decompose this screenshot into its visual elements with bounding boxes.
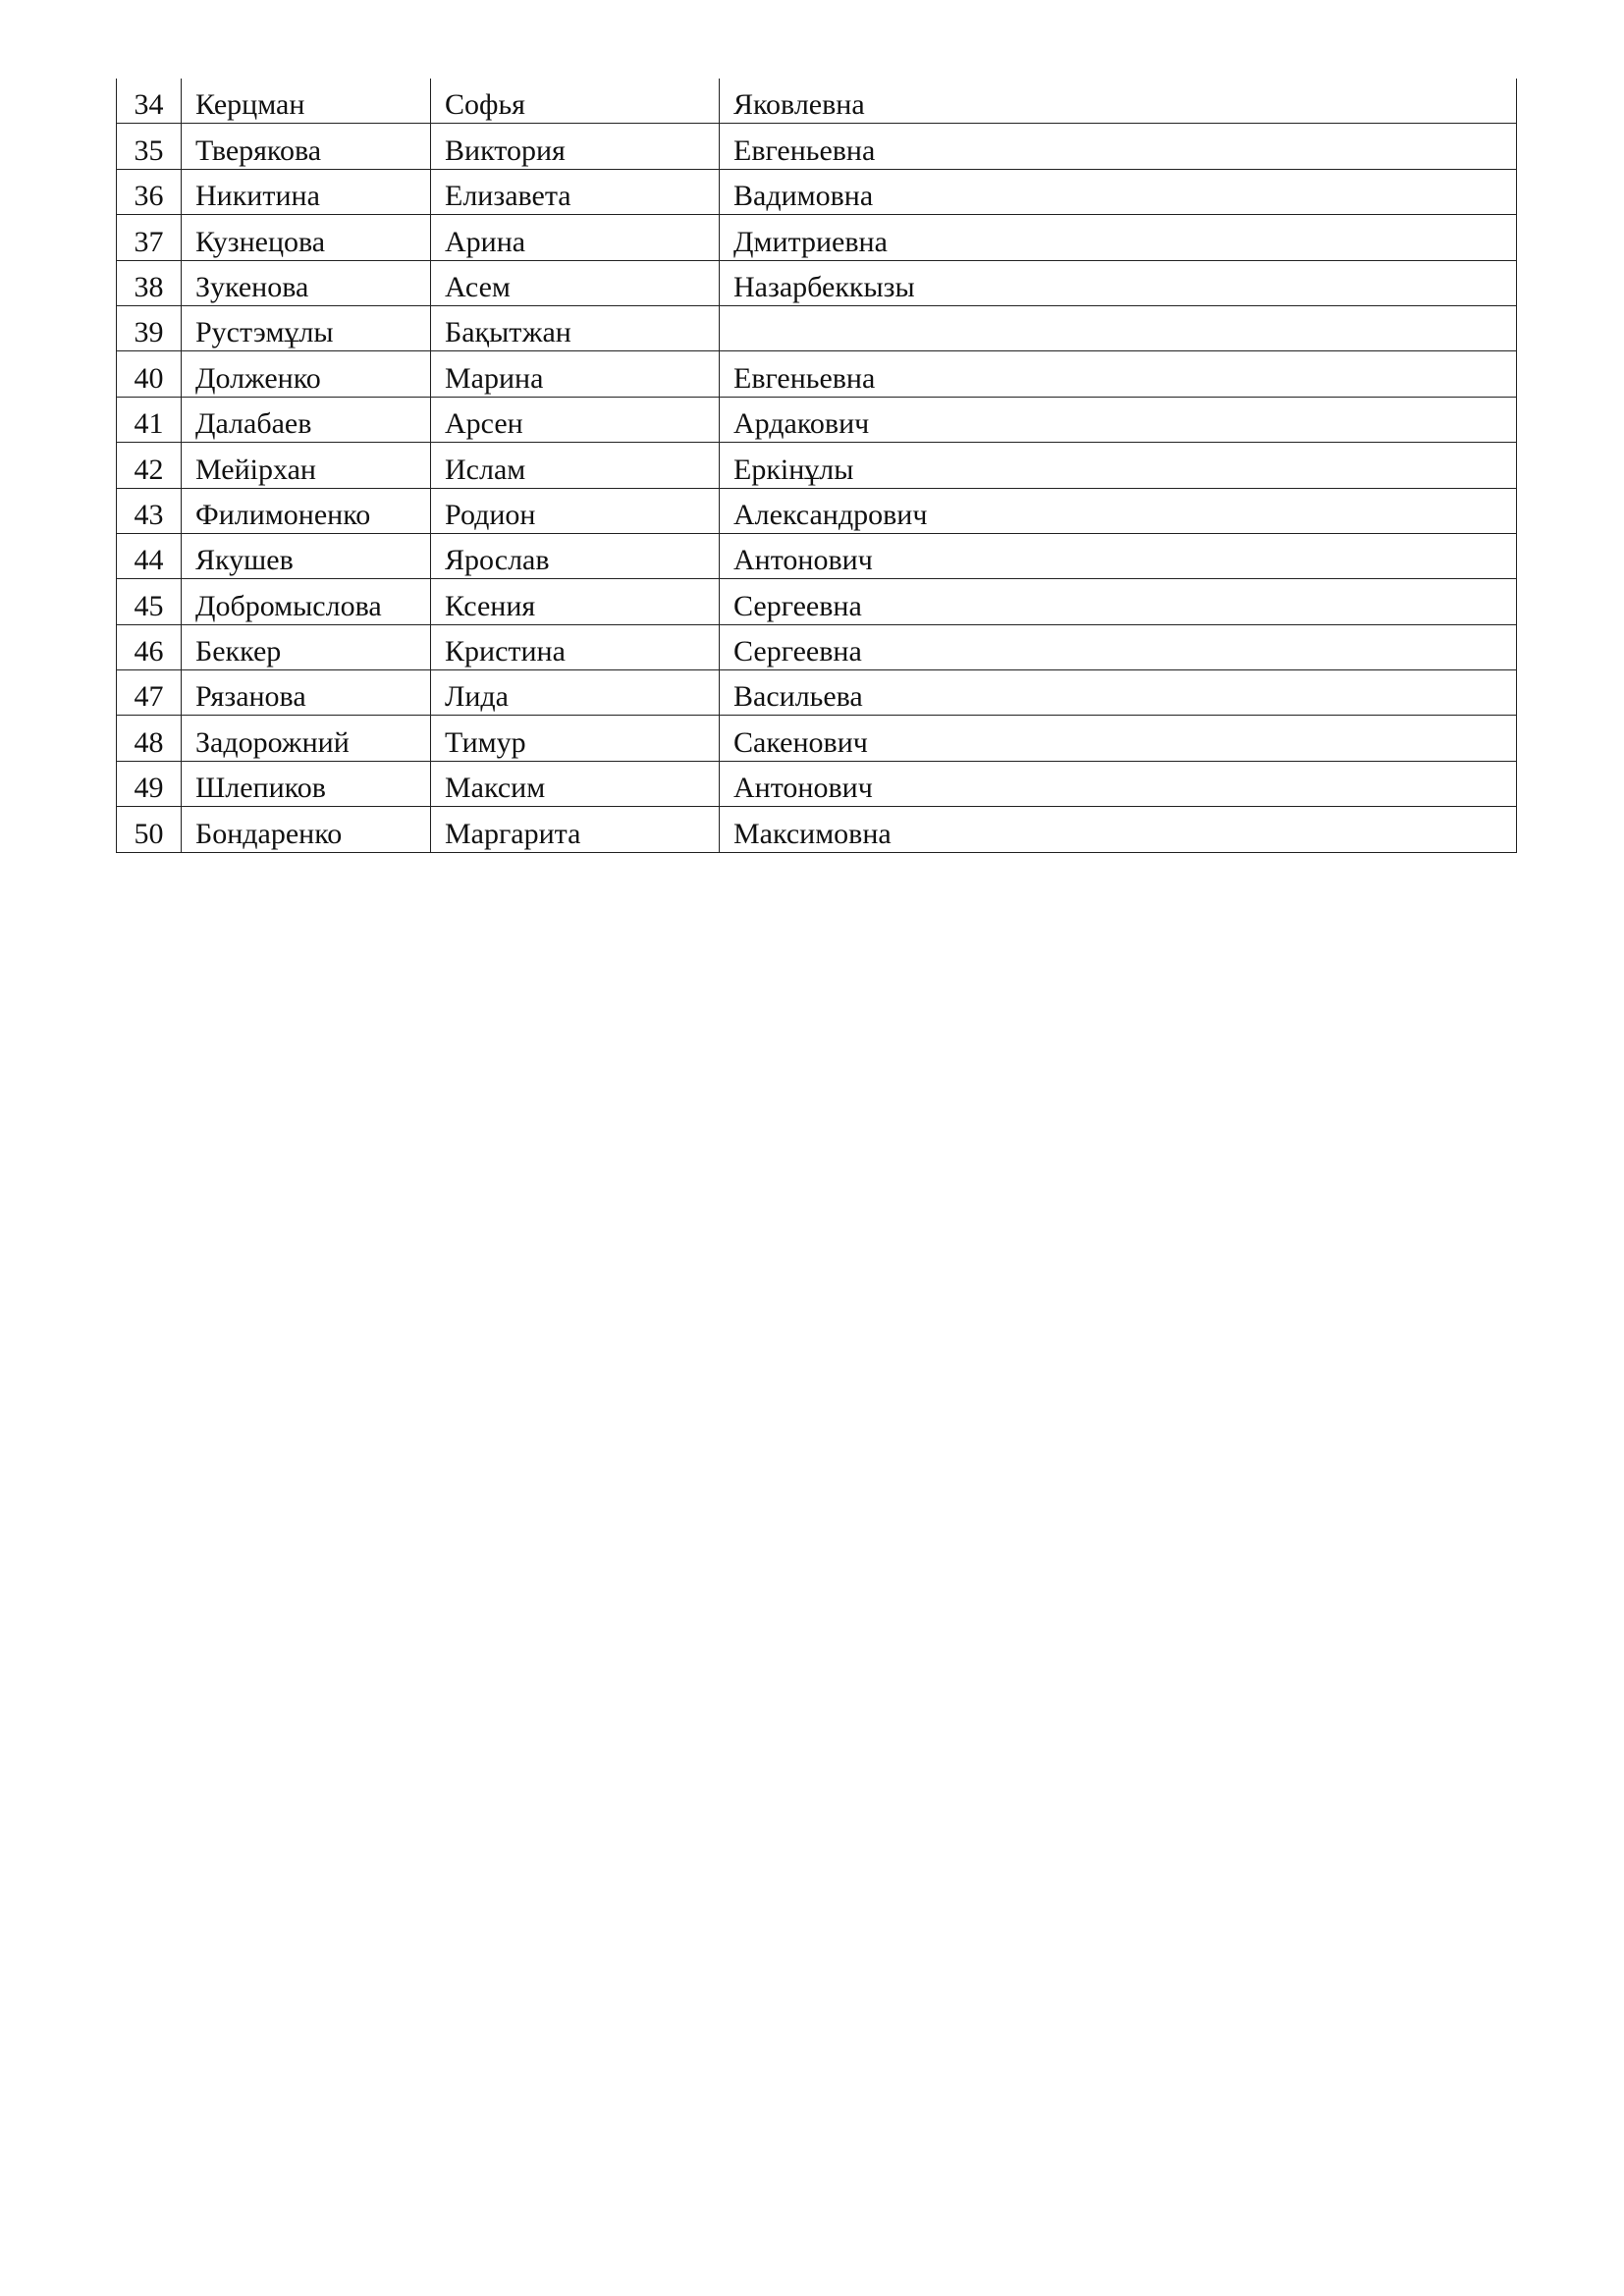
table-row xyxy=(117,579,1517,624)
middle-name-cell: Назарбеккызы xyxy=(720,260,1517,305)
middle-name-cell: Антонович xyxy=(720,761,1517,806)
first-name-cell: Тимур xyxy=(431,716,720,761)
row-number: 36 xyxy=(117,169,182,214)
last-name-cell: Рустэмұлы xyxy=(182,305,431,350)
middle-name-cell: Александрович xyxy=(720,488,1517,533)
last-name-cell: Кузнецова xyxy=(182,215,431,260)
first-name-cell: Ярослав xyxy=(431,533,720,578)
middle-name-cell: Дмитриевна xyxy=(720,215,1517,260)
last-name-cell: Далабаев xyxy=(182,397,431,442)
first-name-cell: Асем xyxy=(431,260,720,305)
table-row xyxy=(117,260,1517,305)
last-name-cell: Рязанова xyxy=(182,670,431,716)
row-number: 47 xyxy=(117,670,182,716)
table-body xyxy=(117,79,1517,852)
table-row xyxy=(117,807,1517,852)
first-name-cell: Лида xyxy=(431,670,720,716)
row-number: 42 xyxy=(117,443,182,488)
first-name-cell: Маргарита xyxy=(431,807,720,852)
table-row xyxy=(117,443,1517,488)
row-number: 48 xyxy=(117,716,182,761)
middle-name-cell: Сергеевна xyxy=(720,579,1517,624)
middle-name-cell: Еркінұлы xyxy=(720,443,1517,488)
table-row xyxy=(117,169,1517,214)
first-name-cell: Виктория xyxy=(431,124,720,169)
table-row xyxy=(117,124,1517,169)
last-name-cell: Якушев xyxy=(182,533,431,578)
middle-name-cell: Максимовна xyxy=(720,807,1517,852)
row-number: 41 xyxy=(117,397,182,442)
table-row xyxy=(117,670,1517,716)
last-name-cell: Задорожний xyxy=(182,716,431,761)
row-number: 35 xyxy=(117,124,182,169)
middle-name-cell: Евгеньевна xyxy=(720,124,1517,169)
table-row xyxy=(117,533,1517,578)
table-row xyxy=(117,624,1517,669)
row-number: 38 xyxy=(117,260,182,305)
middle-name-cell xyxy=(720,305,1517,350)
first-name-cell: Елизавета xyxy=(431,169,720,214)
last-name-cell: Бондаренко xyxy=(182,807,431,852)
table-row xyxy=(117,305,1517,350)
student-list-table xyxy=(116,79,1517,853)
last-name-cell: Зукенова xyxy=(182,260,431,305)
first-name-cell: Максим xyxy=(431,761,720,806)
first-name-cell: Бақытжан xyxy=(431,305,720,350)
middle-name-cell: Сакенович xyxy=(720,716,1517,761)
row-number: 45 xyxy=(117,579,182,624)
row-number: 40 xyxy=(117,351,182,397)
row-number: 43 xyxy=(117,488,182,533)
row-number: 50 xyxy=(117,807,182,852)
last-name-cell: Никитина xyxy=(182,169,431,214)
middle-name-cell: Васильева xyxy=(720,670,1517,716)
row-number: 49 xyxy=(117,761,182,806)
row-number: 37 xyxy=(117,215,182,260)
first-name-cell: Арина xyxy=(431,215,720,260)
row-number: 44 xyxy=(117,533,182,578)
first-name-cell: Марина xyxy=(431,351,720,397)
row-number: 46 xyxy=(117,624,182,669)
last-name-cell: Беккер xyxy=(182,624,431,669)
middle-name-cell: Евгеньевна xyxy=(720,351,1517,397)
last-name-cell: Мейірхан xyxy=(182,443,431,488)
middle-name-cell: Вадимовна xyxy=(720,169,1517,214)
first-name-cell: Ксения xyxy=(431,579,720,624)
first-name-cell: Софья xyxy=(431,79,720,124)
middle-name-cell: Ардакович xyxy=(720,397,1517,442)
last-name-cell: Добромыслова xyxy=(182,579,431,624)
last-name-cell: Долженко xyxy=(182,351,431,397)
first-name-cell: Арсен xyxy=(431,397,720,442)
table-row xyxy=(117,397,1517,442)
table-row xyxy=(117,215,1517,260)
last-name-cell: Шлепиков xyxy=(182,761,431,806)
first-name-cell: Кристина xyxy=(431,624,720,669)
table-row xyxy=(117,761,1517,806)
table-row xyxy=(117,351,1517,397)
last-name-cell: Керцман xyxy=(182,79,431,124)
row-number: 39 xyxy=(117,305,182,350)
last-name-cell: Тверякова xyxy=(182,124,431,169)
first-name-cell: Ислам xyxy=(431,443,720,488)
middle-name-cell: Сергеевна xyxy=(720,624,1517,669)
table-row xyxy=(117,79,1517,124)
row-number: 34 xyxy=(117,79,182,124)
table-row xyxy=(117,716,1517,761)
middle-name-cell: Антонович xyxy=(720,533,1517,578)
last-name-cell: Филимоненко xyxy=(182,488,431,533)
middle-name-cell: Яковлевна xyxy=(720,79,1517,124)
first-name-cell: Родион xyxy=(431,488,720,533)
table-row xyxy=(117,488,1517,533)
